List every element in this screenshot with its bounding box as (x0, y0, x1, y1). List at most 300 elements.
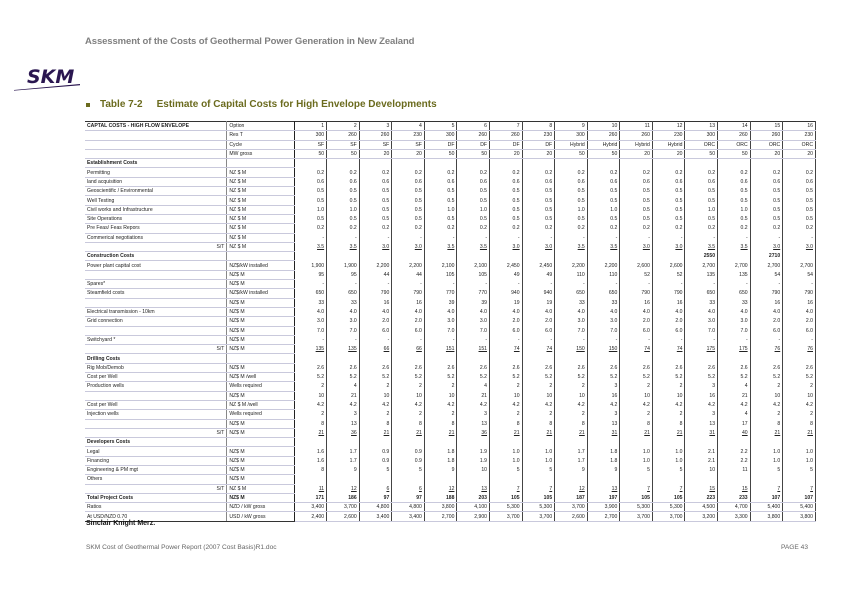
table-row (85, 335, 816, 344)
cell-value: 3 (587, 410, 620, 419)
cell-value: 3.5 (294, 242, 327, 251)
table-row (85, 233, 816, 242)
cell-value: 5,400 (783, 503, 816, 512)
cell-value: 260 (490, 131, 523, 140)
table-row (85, 242, 816, 251)
row-unit: NZ$ M (227, 456, 294, 465)
cell-value: 0.5 (555, 187, 588, 196)
cell-value (718, 252, 751, 261)
cell-value (457, 354, 490, 363)
cell-value: 16 (359, 298, 392, 307)
row-unit: NZ$ M (227, 345, 294, 354)
cell-value: - (587, 233, 620, 242)
cell-value: 2,200 (359, 261, 392, 270)
bullet-icon (86, 103, 90, 107)
cell-value: 650 (685, 289, 718, 298)
cell-value: 0.5 (620, 205, 653, 214)
cell-value: 5.2 (392, 373, 425, 382)
table-row (85, 159, 816, 168)
cell-value: 0.5 (294, 196, 327, 205)
row-unit: MW gross (227, 149, 294, 158)
cell-value: - (620, 233, 653, 242)
cell-value (490, 252, 523, 261)
cell-value: - (652, 280, 685, 289)
table-row (85, 298, 816, 307)
cell-value: 0.2 (522, 224, 555, 233)
cell-value: 3.0 (327, 317, 360, 326)
cell-value: 50 (424, 149, 457, 158)
cell-value: 9 (555, 465, 588, 474)
table-row (85, 484, 816, 493)
cell-value: DF (490, 140, 523, 149)
cell-value: 135 (718, 270, 751, 279)
cell-value (424, 354, 457, 363)
cell-value: 8 (652, 419, 685, 428)
cell-value: 0.6 (620, 177, 653, 186)
cell-value: 76 (783, 345, 816, 354)
cell-value (620, 252, 653, 261)
cell-value: 49 (522, 270, 555, 279)
cell-value: 0.5 (555, 196, 588, 205)
cell-value: 10 (783, 391, 816, 400)
cell-value: 0.5 (457, 214, 490, 223)
cell-value (457, 159, 490, 168)
cell-value: 3.0 (685, 317, 718, 326)
cell-value: Hybrid (620, 140, 653, 149)
row-unit: NZ $ M (227, 214, 294, 223)
cell-value: 19 (522, 298, 555, 307)
cell-value: 186 (327, 493, 360, 502)
cell-value: 2,400 (294, 512, 327, 521)
cell-value: - (392, 335, 425, 344)
cell-value: 54 (783, 270, 816, 279)
row-label (85, 270, 227, 279)
row-unit: NZD / kW gross (227, 503, 294, 512)
cell-value: 3.0 (457, 317, 490, 326)
cell-value (555, 252, 588, 261)
cell-value: 3,800 (424, 503, 457, 512)
cell-value: - (294, 335, 327, 344)
cell-value: 0.5 (392, 187, 425, 196)
cell-value: 44 (392, 270, 425, 279)
cell-value: 135 (685, 270, 718, 279)
cell-value: 2 (555, 382, 588, 391)
cell-value: 2,700 (587, 512, 620, 521)
cell-value: 21 (522, 428, 555, 437)
cell-value: 95 (327, 270, 360, 279)
cell-value: 10 (490, 391, 523, 400)
cell-value: 10 (424, 391, 457, 400)
cell-value: 0.5 (294, 187, 327, 196)
cell-value: 5 (620, 465, 653, 474)
cell-value: 2.0 (652, 317, 685, 326)
cell-value: 3.5 (587, 242, 620, 251)
cell-value (555, 438, 588, 447)
cell-value: 1,900 (327, 261, 360, 270)
table-row (85, 373, 816, 382)
cell-value: 790 (783, 289, 816, 298)
table-row (85, 214, 816, 223)
table-row (85, 187, 816, 196)
cell-value: 0.5 (620, 214, 653, 223)
cell-value: 4,100 (457, 503, 490, 512)
cell-value: 0.5 (359, 214, 392, 223)
cell-value: 0.2 (555, 224, 588, 233)
cell-value: 1.8 (587, 456, 620, 465)
cell-value (652, 252, 685, 261)
cell-value: 1.7 (555, 456, 588, 465)
cell-value: 2.6 (294, 363, 327, 372)
cell-value: 15 (750, 122, 783, 131)
cell-value: 33 (294, 298, 327, 307)
cell-value: - (783, 233, 816, 242)
cell-value: 12 (424, 484, 457, 493)
cell-value: 76 (750, 345, 783, 354)
cell-value: 33 (555, 298, 588, 307)
cell-value: - (718, 280, 751, 289)
cell-value: 4,500 (685, 503, 718, 512)
cell-value: 3.5 (685, 242, 718, 251)
cell-value: 1.9 (457, 456, 490, 465)
cell-value: SF (327, 140, 360, 149)
cell-value: DF (457, 140, 490, 149)
row-unit: NZ$ M (227, 317, 294, 326)
cell-value: 0.5 (522, 196, 555, 205)
cell-value: - (359, 233, 392, 242)
cell-value (424, 475, 457, 484)
cell-value: 0.2 (294, 224, 327, 233)
cell-value: 0.5 (392, 196, 425, 205)
table-row (85, 438, 816, 447)
document-header-title: Assessment of the Costs of Geothermal Power Generation in New Zealand (85, 36, 415, 47)
cell-value: 5.2 (750, 373, 783, 382)
cell-value: 4.0 (685, 307, 718, 316)
cell-value: 0.2 (718, 168, 751, 177)
cell-value (294, 252, 327, 261)
cell-value: 36 (457, 428, 490, 437)
cell-value: 0.6 (652, 177, 685, 186)
row-unit: NZ$ M (227, 447, 294, 456)
cell-value: 2 (783, 382, 816, 391)
cell-value: 300 (424, 131, 457, 140)
cell-value: 4.2 (490, 400, 523, 409)
cell-value: 2 (392, 382, 425, 391)
cell-value: DF (424, 140, 457, 149)
cell-value: 2 (522, 410, 555, 419)
row-label (85, 149, 227, 158)
cell-value: 21 (327, 391, 360, 400)
cell-value: 0.5 (359, 205, 392, 214)
cell-value (522, 354, 555, 363)
row-unit: NZ$ M (227, 493, 294, 502)
cell-value: 2,700 (783, 261, 816, 270)
cell-value (392, 475, 425, 484)
cell-value: 230 (783, 131, 816, 140)
cell-value: 0.5 (555, 214, 588, 223)
cell-value: 2550 (685, 252, 718, 261)
cell-value: 2.1 (685, 447, 718, 456)
cell-value: 5.2 (424, 373, 457, 382)
cell-value: 9 (327, 465, 360, 474)
cell-value: 2.6 (685, 363, 718, 372)
cell-value: 1.0 (522, 447, 555, 456)
row-unit: Wells required (227, 410, 294, 419)
cell-value: 6.0 (522, 326, 555, 335)
cell-value (783, 475, 816, 484)
row-label: S/T (85, 428, 227, 437)
row-unit: NZ$ M (227, 298, 294, 307)
cell-value: 0.2 (587, 224, 620, 233)
row-unit: NZ $ M (227, 484, 294, 493)
cell-value: 0.2 (294, 168, 327, 177)
cell-value (718, 354, 751, 363)
row-unit: NZ $ M (227, 224, 294, 233)
cell-value: 8 (522, 122, 555, 131)
cell-value: - (783, 280, 816, 289)
cell-value: 3.0 (652, 242, 685, 251)
cell-value: 1.0 (522, 456, 555, 465)
table-row (85, 261, 816, 270)
cell-value: 2.0 (620, 317, 653, 326)
cell-value: 3.0 (620, 242, 653, 251)
cell-value: 105 (424, 270, 457, 279)
cell-value: 2 (294, 382, 327, 391)
cell-value: 8 (555, 419, 588, 428)
cell-value (750, 475, 783, 484)
cell-value: - (652, 335, 685, 344)
cell-value: 4,700 (718, 503, 751, 512)
cell-value: 8 (294, 465, 327, 474)
cell-value: 7 (783, 484, 816, 493)
cell-value: 3.0 (490, 242, 523, 251)
table-row (85, 475, 816, 484)
cell-value (652, 159, 685, 168)
cell-value: 1.0 (555, 205, 588, 214)
row-unit (227, 438, 294, 447)
cell-value: 4.2 (555, 400, 588, 409)
cell-value: 1.0 (620, 456, 653, 465)
cell-value: 33 (718, 298, 751, 307)
cell-value (359, 354, 392, 363)
cell-value: 10 (555, 391, 588, 400)
cell-value: 4.0 (424, 307, 457, 316)
cell-value: 2,700 (750, 261, 783, 270)
cell-value: 21 (392, 428, 425, 437)
cell-value: 2 (294, 410, 327, 419)
cell-value: 66 (359, 345, 392, 354)
cell-value: 2 (490, 410, 523, 419)
cell-value: 2.6 (718, 363, 751, 372)
row-label: Injection wells (85, 410, 227, 419)
cell-value: - (685, 233, 718, 242)
cell-value: - (490, 280, 523, 289)
cell-value: 20 (620, 149, 653, 158)
cell-value: 0.2 (555, 168, 588, 177)
cell-value (620, 354, 653, 363)
cell-value: 0.5 (783, 187, 816, 196)
row-unit: Res T (227, 131, 294, 140)
cell-value: 3,700 (620, 512, 653, 521)
cell-value: 4.0 (620, 307, 653, 316)
cell-value: 95 (294, 270, 327, 279)
cell-value: 4.0 (522, 307, 555, 316)
table-row (85, 168, 816, 177)
cell-value: 6.0 (783, 326, 816, 335)
cell-value (392, 252, 425, 261)
cell-value: 7 (620, 484, 653, 493)
row-label (85, 419, 227, 428)
cell-value: 0.2 (750, 168, 783, 177)
cell-value: - (718, 233, 751, 242)
cell-value: 4.2 (587, 400, 620, 409)
cell-value (392, 354, 425, 363)
cell-value: 5 (783, 465, 816, 474)
row-label: Steamfield costs (85, 289, 227, 298)
cell-value: 0.5 (392, 214, 425, 223)
table-row (85, 280, 816, 289)
cell-value: 13 (457, 484, 490, 493)
cell-value: 0.6 (392, 177, 425, 186)
cell-value: - (587, 280, 620, 289)
cell-value: 2 (783, 410, 816, 419)
cell-value: 4 (457, 382, 490, 391)
table-row (85, 493, 816, 502)
cell-value: 2,600 (555, 512, 588, 521)
cell-value: 6.0 (652, 326, 685, 335)
cell-value: 4.2 (750, 400, 783, 409)
row-label (85, 140, 227, 149)
cell-value: 4.0 (392, 307, 425, 316)
cell-value: 4 (392, 122, 425, 131)
cell-value: 10 (750, 391, 783, 400)
cell-value: 0.5 (522, 205, 555, 214)
cell-value: 1.0 (294, 205, 327, 214)
cell-value: 6.0 (392, 326, 425, 335)
cell-value: 33 (327, 298, 360, 307)
cell-value: 5,300 (620, 503, 653, 512)
table-row (85, 410, 816, 419)
cell-value: 0.6 (457, 177, 490, 186)
cell-value: 7.0 (685, 326, 718, 335)
cell-value: 0.5 (522, 187, 555, 196)
cell-value: 2,450 (522, 261, 555, 270)
cell-value: - (750, 233, 783, 242)
cell-value: - (490, 233, 523, 242)
cell-value: - (522, 233, 555, 242)
cell-value: 21 (457, 391, 490, 400)
cell-value (652, 475, 685, 484)
cell-value: 0.5 (522, 214, 555, 223)
cell-value: 3,700 (555, 503, 588, 512)
cell-value: 0.5 (718, 187, 751, 196)
cell-value: 7.0 (457, 326, 490, 335)
cell-value: 0.5 (620, 196, 653, 205)
row-unit: USD / kW gross (227, 512, 294, 521)
cell-value: 4 (718, 410, 751, 419)
table-row (85, 270, 816, 279)
cell-value: 2 (555, 410, 588, 419)
cell-value: 3.5 (457, 242, 490, 251)
cell-value: 0.5 (620, 187, 653, 196)
cell-value: 2 (522, 382, 555, 391)
cell-value: - (718, 335, 751, 344)
row-label (85, 391, 227, 400)
cell-value: 300 (555, 131, 588, 140)
cell-value (424, 159, 457, 168)
cell-value (359, 159, 392, 168)
cell-value: 151 (457, 345, 490, 354)
cell-value: 5.2 (620, 373, 653, 382)
cell-value: 0.6 (555, 177, 588, 186)
cell-value: 0.6 (359, 177, 392, 186)
cell-value: 50 (685, 149, 718, 158)
table-row (85, 447, 816, 456)
table-row (85, 419, 816, 428)
cell-value (490, 475, 523, 484)
cell-value: 21 (490, 428, 523, 437)
cell-value: 16 (392, 298, 425, 307)
cell-value: 3,400 (294, 503, 327, 512)
cell-value: 1.0 (490, 447, 523, 456)
cell-value: 4.0 (294, 307, 327, 316)
cell-value: 50 (555, 149, 588, 158)
cell-value: 230 (652, 131, 685, 140)
cell-value: 11 (718, 465, 751, 474)
cell-value: 0.2 (652, 224, 685, 233)
cell-value (555, 159, 588, 168)
cell-value: Hybrid (652, 140, 685, 149)
cell-value (490, 159, 523, 168)
cell-value: 0.5 (327, 196, 360, 205)
cell-value: 36 (327, 428, 360, 437)
cell-value: 3.0 (522, 242, 555, 251)
row-label: Construction Costs (85, 252, 227, 261)
cell-value: 1 (294, 122, 327, 131)
cell-value: 650 (294, 289, 327, 298)
cell-value (620, 438, 653, 447)
cell-value: 9 (587, 465, 620, 474)
row-unit: NZ$ M (227, 270, 294, 279)
cell-value: 2710 (750, 252, 783, 261)
cell-value: 5 (359, 465, 392, 474)
cell-value: 33 (587, 298, 620, 307)
cell-value: ORC (783, 140, 816, 149)
table-row (85, 307, 816, 316)
cell-value: - (652, 233, 685, 242)
cell-value: 3.0 (424, 317, 457, 326)
cell-value: 0.5 (783, 196, 816, 205)
cell-value: 12 (327, 484, 360, 493)
cell-value: 175 (718, 345, 751, 354)
cell-value: 16 (783, 298, 816, 307)
cell-value: 770 (457, 289, 490, 298)
cell-value: 0.2 (457, 224, 490, 233)
cell-value: 0.6 (424, 177, 457, 186)
table-row (85, 382, 816, 391)
cell-value: 0.5 (652, 187, 685, 196)
cell-value: 0.5 (685, 187, 718, 196)
cell-value (457, 252, 490, 261)
cell-value: 40 (718, 428, 751, 437)
cell-value: 0.5 (359, 187, 392, 196)
cell-value: 7.0 (718, 326, 751, 335)
row-label: Power plant capital cost (85, 261, 227, 270)
cell-value: 5,400 (750, 503, 783, 512)
table-row (85, 122, 816, 131)
cell-value: - (359, 280, 392, 289)
cell-value: 6.0 (750, 326, 783, 335)
cell-value: - (424, 335, 457, 344)
